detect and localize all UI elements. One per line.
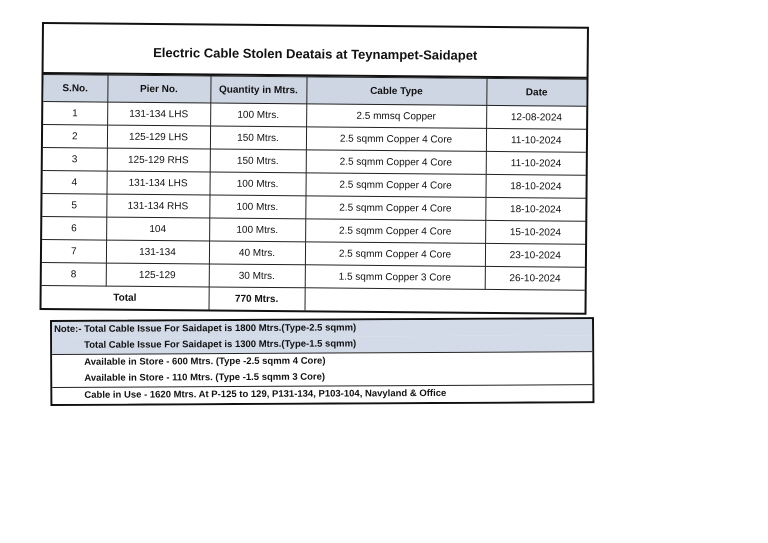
cell-cable-type: 2.5 sqmm Copper 4 Core — [306, 127, 486, 152]
cell-pier: 125-129 LHS — [107, 125, 210, 149]
cell-sno: 8 — [42, 263, 106, 287]
cell-quantity: 100 Mtrs. — [209, 172, 305, 196]
cable-table — [42, 74, 587, 313]
note-line-3: Available in Store - 600 Mtrs. (Type -2.5 sqmm 4 Core) — [52, 351, 592, 371]
cable-theft-sheet — [39, 22, 588, 315]
cell-pier: 125-129 — [106, 263, 209, 287]
cell-cable-type: 2.5 sqmm Copper 4 Core — [305, 173, 485, 198]
cell-date: 12-08-2024 — [486, 105, 586, 129]
total-row — [42, 286, 585, 313]
total-empty-cell — [304, 288, 584, 313]
cell-pier: 131-134 — [106, 240, 209, 264]
cell-quantity: 100 Mtrs. — [210, 103, 306, 127]
cell-sno: 5 — [42, 194, 106, 218]
column-header-cable-type: Cable Type — [306, 77, 486, 106]
total-value: 770 Mtrs. — [208, 287, 304, 310]
cell-quantity: 150 Mtrs. — [210, 126, 306, 150]
cell-quantity: 100 Mtrs. — [209, 195, 305, 219]
column-header-pier: Pier No. — [107, 75, 210, 103]
note-prefix: Note:- — [54, 323, 82, 335]
cell-sno: 4 — [43, 171, 107, 195]
cell-date: 18-10-2024 — [485, 197, 585, 221]
cell-quantity: 40 Mtrs. — [209, 241, 305, 265]
cell-cable-type: 1.5 sqmm Copper 3 Core — [305, 265, 485, 290]
cell-date: 23-10-2024 — [485, 243, 585, 267]
column-header-sno: S.No. — [43, 75, 107, 103]
cell-pier: 125-129 RHS — [107, 148, 210, 172]
note-line-5: Cable in Use - 1620 Mtrs. At P-125 to 129, P131-134, P103-104, Navyland & Office — [52, 384, 592, 404]
cell-quantity: 100 Mtrs. — [209, 218, 305, 242]
cell-cable-type: 2.5 sqmm Copper 4 Core — [305, 242, 485, 267]
cell-date: 26-10-2024 — [485, 266, 585, 290]
cell-cable-type: 2.5 sqmm Copper 4 Core — [305, 219, 485, 244]
cell-quantity: 30 Mtrs. — [209, 264, 305, 288]
note-line-2: Total Cable Issue For Saidapet is 1300 Mtrs.(Type-1.5 sqmm) — [52, 335, 592, 354]
cell-pier: 104 — [106, 217, 209, 241]
cell-sno: 2 — [43, 125, 107, 149]
cell-cable-type: 2.5 mmsq Copper — [306, 104, 486, 129]
cell-quantity: 150 Mtrs. — [210, 149, 306, 173]
column-header-date: Date — [486, 78, 586, 106]
cell-date: 11-10-2024 — [486, 151, 586, 175]
cell-cable-type: 2.5 sqmm Copper 4 Core — [306, 150, 486, 175]
cell-sno: 6 — [42, 217, 106, 241]
column-header-quantity: Quantity in Mtrs. — [210, 76, 306, 104]
cell-pier: 131-134 LHS — [107, 171, 210, 195]
cell-pier: 131-134 RHS — [106, 194, 209, 218]
notes-box — [50, 317, 594, 406]
cell-cable-type: 2.5 sqmm Copper 4 Core — [305, 196, 485, 221]
cell-date: 15-10-2024 — [485, 220, 585, 244]
note-line-4: Available in Store - 110 Mtrs. (Type -1.5 sqmm 3 Core) — [52, 368, 592, 387]
note-text: Total Cable Issue For Saidapet is 1800 Mtrs.(Type-2.5 sqmm) — [84, 322, 357, 335]
total-label: Total — [42, 286, 209, 310]
cell-sno: 7 — [42, 240, 106, 264]
cell-sno: 1 — [43, 102, 107, 126]
document-title: Electric Cable Stolen Deatais at Teynampet-Saidapet — [44, 24, 587, 79]
cell-sno: 3 — [43, 148, 107, 172]
cell-date: 11-10-2024 — [486, 128, 586, 152]
cell-date: 18-10-2024 — [485, 174, 585, 198]
cell-pier: 131-134 LHS — [107, 102, 210, 126]
